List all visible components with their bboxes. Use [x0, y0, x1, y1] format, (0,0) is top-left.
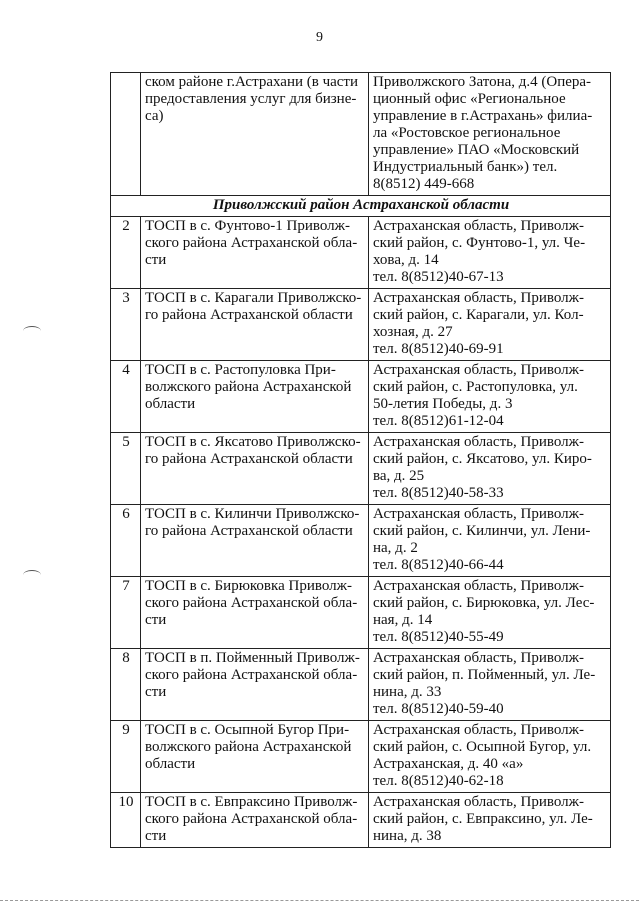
table-row [111, 721, 611, 793]
address-line: нина, д. 38 [373, 828, 442, 844]
name-cell [141, 721, 369, 793]
name-cell [141, 73, 369, 196]
name-line: ТОСП в с. Карагали Приволжско- [145, 290, 362, 306]
table-row [111, 217, 611, 289]
address-line: Астраханская область, Приволж- [373, 578, 584, 594]
name-line: области [145, 396, 196, 412]
row-number: 9 [111, 721, 141, 793]
row-number: 10 [111, 793, 141, 848]
name-line: ТОСП в с. Осыпной Бугор При- [145, 722, 350, 738]
name-cell [141, 289, 369, 361]
address-line: ский район, с. Бирюковка, ул. Лес- [373, 595, 595, 611]
name-line: волжского района Астраханской [145, 739, 352, 755]
name-line: сти [145, 612, 167, 628]
address-line: ский район, с. Осыпной Бугор, ул. [373, 739, 592, 755]
address-line: управление в г.Астрахань» филиа- [373, 108, 593, 124]
address-line: нина, д. 33 [373, 684, 442, 700]
address-line: 50-летия Победы, д. 3 [373, 396, 513, 412]
name-cell [141, 433, 369, 505]
name-line: волжского района Астраханской [145, 379, 352, 395]
name-line: предоставления услуг для бизне- [145, 91, 357, 107]
address-line: Астраханская область, Приволж- [373, 794, 584, 810]
branch-table [110, 72, 611, 848]
name-line: ТОСП в с. Фунтово-1 Приволж- [145, 218, 351, 234]
address-line: ский район, с. Евпраксино, ул. Ле- [373, 811, 593, 827]
name-cell [141, 649, 369, 721]
address-line: ная, д. 14 [373, 612, 433, 628]
name-line: ТОСП в п. Пойменный Приволж- [145, 650, 360, 666]
name-cell [141, 217, 369, 289]
name-line: ТОСП в с. Килинчи Приволжско- [145, 506, 360, 522]
page-bottom-rule [0, 900, 639, 901]
name-line: ском районе г.Астрахани (в части [145, 74, 359, 90]
name-line: го района Астраханской области [145, 523, 353, 539]
punch-hole-mark [23, 570, 41, 580]
name-cell [141, 793, 369, 848]
address-cell [369, 289, 611, 361]
address-line: Астраханская область, Приволж- [373, 722, 584, 738]
name-line: сти [145, 252, 167, 268]
address-line: тел. 8(8512)40-62-18 [373, 773, 504, 789]
name-line: го района Астраханской области [145, 307, 353, 323]
address-line: Астраханская область, Приволж- [373, 290, 584, 306]
address-cell [369, 649, 611, 721]
address-line: Астраханская область, Приволж- [373, 434, 584, 450]
section-title: Приволжский район Астраханской области [111, 196, 611, 217]
row-number: 8 [111, 649, 141, 721]
address-line: тел. 8(8512)40-67-13 [373, 269, 504, 285]
address-line: ский район, с. Яксатово, ул. Киро- [373, 451, 592, 467]
address-line: Приволжского Затона, д.4 (Опера- [373, 74, 592, 90]
table-row [111, 433, 611, 505]
address-line: тел. 8(8512)40-69-91 [373, 341, 504, 357]
name-cell [141, 361, 369, 433]
address-line: хова, д. 14 [373, 252, 439, 268]
address-line: ский район, с. Карагали, ул. Кол- [373, 307, 584, 323]
address-line: Астраханская область, Приволж- [373, 218, 584, 234]
address-cell [369, 505, 611, 577]
name-line: ТОСП в с. Бирюковка Приволж- [145, 578, 352, 594]
address-line: Астраханская область, Приволж- [373, 650, 584, 666]
address-cell [369, 217, 611, 289]
address-line: тел. 8(8512)40-59-40 [373, 701, 504, 717]
name-cell [141, 577, 369, 649]
row-number: 4 [111, 361, 141, 433]
address-line: тел. 8(8512)61-12-04 [373, 413, 504, 429]
branch-table-body [111, 73, 611, 848]
name-line: сти [145, 684, 167, 700]
table-row [111, 361, 611, 433]
page-number: 9 [316, 30, 323, 45]
name-line: са) [145, 108, 164, 124]
address-line: тел. 8(8512)40-55-49 [373, 629, 504, 645]
name-line: го района Астраханской области [145, 451, 353, 467]
address-line: на, д. 2 [373, 540, 418, 556]
address-line: Астраханская, д. 40 «а» [373, 756, 524, 772]
address-line: управление» ПАО «Московский [373, 142, 580, 158]
name-line: ТОСП в с. Евпраксино Приволж- [145, 794, 358, 810]
name-line: ТОСП в с. Растопуловка При- [145, 362, 336, 378]
address-line: тел. 8(8512)40-66-44 [373, 557, 504, 573]
name-line: ского района Астраханской обла- [145, 595, 358, 611]
table-row [111, 577, 611, 649]
address-line: ский район, п. Пойменный, ул. Ле- [373, 667, 596, 683]
address-cell [369, 73, 611, 196]
section-row [111, 196, 611, 217]
address-line: Индустриальный банк») тел. [373, 159, 558, 175]
name-line: ского района Астраханской обла- [145, 235, 358, 251]
address-line: ский район, с. Килинчи, ул. Лени- [373, 523, 591, 539]
address-line: тел. 8(8512)40-58-33 [373, 485, 504, 501]
row-number: 3 [111, 289, 141, 361]
name-cell [141, 505, 369, 577]
address-cell [369, 793, 611, 848]
table-row [111, 793, 611, 848]
address-line: ционный офис «Региональное [373, 91, 566, 107]
address-line: ва, д. 25 [373, 468, 425, 484]
address-line: Астраханская область, Приволж- [373, 506, 584, 522]
row-number: 7 [111, 577, 141, 649]
name-line: ского района Астраханской обла- [145, 811, 358, 827]
address-line: хозная, д. 27 [373, 324, 453, 340]
address-line: ский район, с. Фунтово-1, ул. Че- [373, 235, 586, 251]
name-line: ского района Астраханской обла- [145, 667, 358, 683]
punch-hole-mark [23, 326, 41, 336]
row-number: 5 [111, 433, 141, 505]
table-row [111, 505, 611, 577]
address-line: Астраханская область, Приволж- [373, 362, 584, 378]
num-cell [111, 73, 141, 196]
address-cell [369, 433, 611, 505]
table-row [111, 289, 611, 361]
name-line: ТОСП в с. Яксатово Приволжско- [145, 434, 361, 450]
address-line: 8(8512) 449-668 [373, 176, 475, 192]
address-line: ла «Ростовское региональное [373, 125, 561, 141]
address-cell [369, 577, 611, 649]
address-line: ский район, с. Растопуловка, ул. [373, 379, 578, 395]
row-number: 2 [111, 217, 141, 289]
table-row [111, 649, 611, 721]
name-line: сти [145, 828, 167, 844]
row-number: 6 [111, 505, 141, 577]
name-line: области [145, 756, 196, 772]
address-cell [369, 361, 611, 433]
address-cell [369, 721, 611, 793]
table-row-continuation [111, 73, 611, 196]
